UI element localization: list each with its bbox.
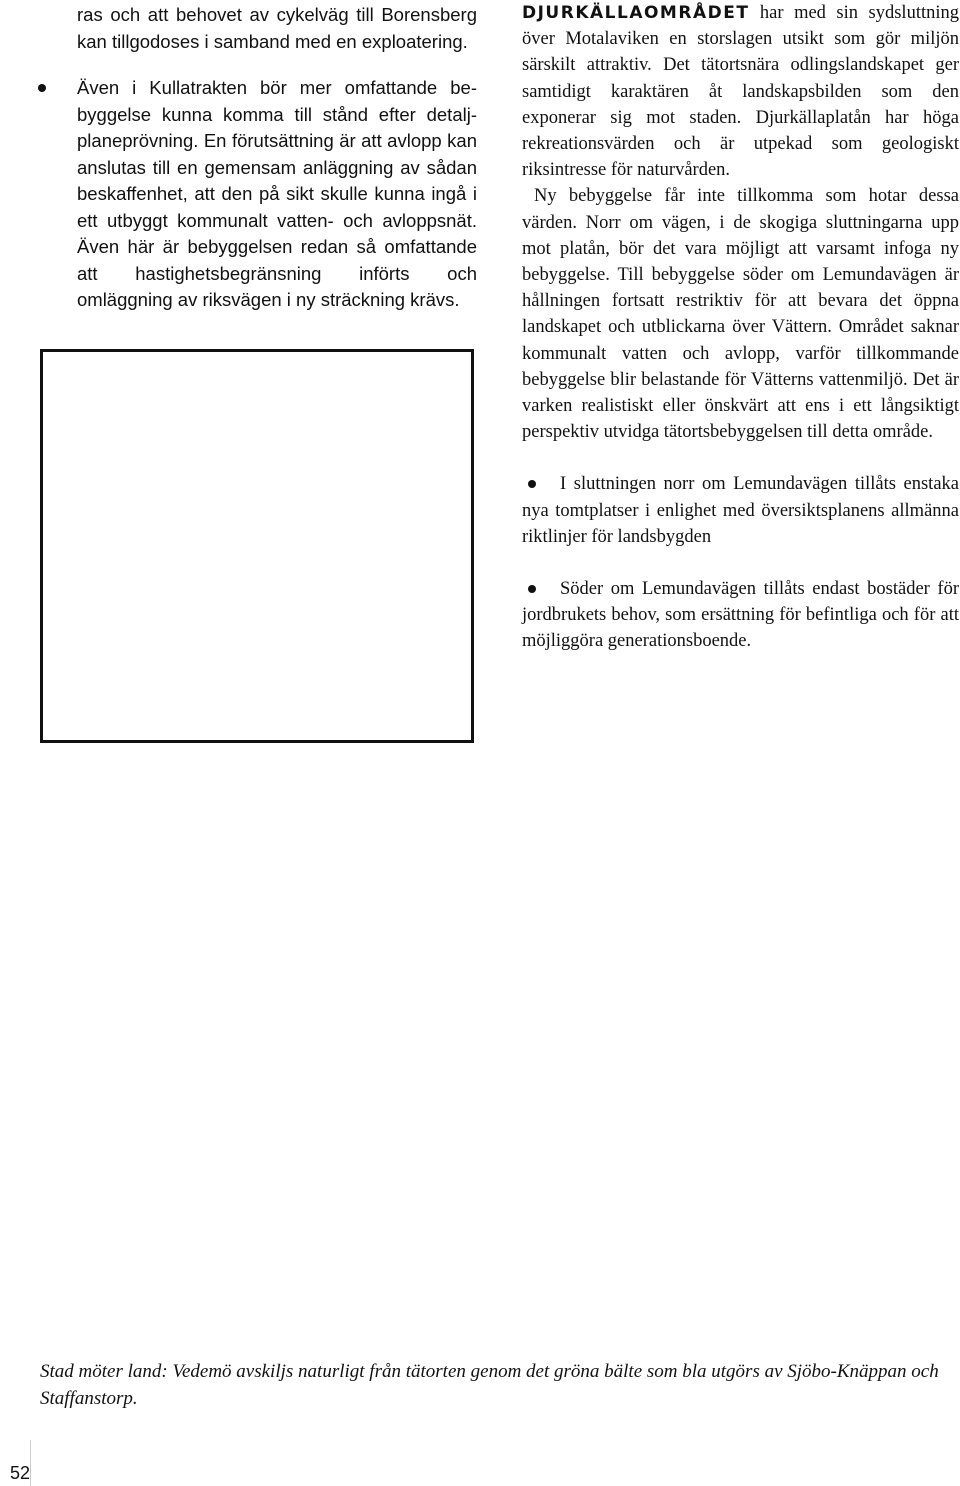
right-paragraph-1 (522, 0, 959, 183)
left-bullet-paragraph: Även i Kullatrakten bör mer omfattande bebyggelse kunna komma till stånd efter detaljplaneprövning. En förutsättning är att avlopp kan anslutas till en gemensam anläggning av sådan beskaffenhet, att den på sikt skulle kunna ingå i ett utbyggt kommunalt vatten- och avloppsnät. Även här är bebyggelsen redan så omfattande att hastighetsbegränsning införts och omläggning av riksvägen i ny sträckning krävs. (77, 77, 477, 310)
right-paragraph-1-text: har med sin sydsluttning över Motalaviken en storslagen utsikt som gör miljön särskilt attraktiv. Det tätortsnära odlingslandskapet ger samtidigt karaktären åt landskapsbilden som den exponerar sig mot staden. Djurkällaplatån har höga rekreationsvärden och är utpekad som geologiskt riksintresse för naturvården. (522, 3, 959, 181)
page-number-divider (30, 1440, 31, 1486)
right-bullet-2-text: Söder om Lemundavägen tillåts endast bostäder för jordbrukets behov, som ersättning för befintliga och för att möjliggöra generationsboende. (522, 579, 959, 652)
right-bullet-item-2 (522, 576, 959, 655)
section-heading: DJURKÄLLAOMRÅDET (522, 3, 750, 23)
right-bullet-item-1 (522, 471, 959, 550)
page-number: 52 (9, 1463, 30, 1483)
photo-frame (40, 349, 474, 743)
bullet-icon (38, 84, 46, 92)
bullet-icon (528, 585, 536, 593)
left-bullet-item (77, 75, 477, 314)
right-bullet-1-text: I sluttningen norr om Lemundavägen tillåts enstaka nya tomtplatser i enlighet med översiktsplanens allmänna riktlinjer för landsbygden (522, 474, 959, 547)
image-caption: Stad möter land: Vedemö avskiljs naturligt från tätorten genom det gröna bälte som bla utgörs av Sjöbo-Knäppan och Staffanstorp. (40, 1361, 939, 1409)
right-paragraph-2: Ny bebyggelse får inte tillkomma som hotar dessa värden. Norr om vägen, i de skogiga sluttningarna upp mot platån, bör det vara möjligt att varsamt infoga ny bebyggelse. Till bebyggelse söder om Lemundavägen är hållningen fortsatt restriktiv för att bevara det öppna landskapet och utblickarna över Vättern. Området saknar kommunalt vatten och avlopp, varför tillkommande bebyggelse blir belastande för Vätterns vattenmiljö. Det är varken realistiskt eller önskvärt att ens i ett långsiktigt perspektiv utvidga tätortsbebyggelsen till detta område. (522, 186, 959, 443)
right-column (522, 0, 959, 655)
left-column (77, 0, 477, 314)
left-continued-paragraph: ras och att behovet av cykelväg till Borensberg kan tillgodoses i samband med en exploatering. (77, 4, 477, 52)
